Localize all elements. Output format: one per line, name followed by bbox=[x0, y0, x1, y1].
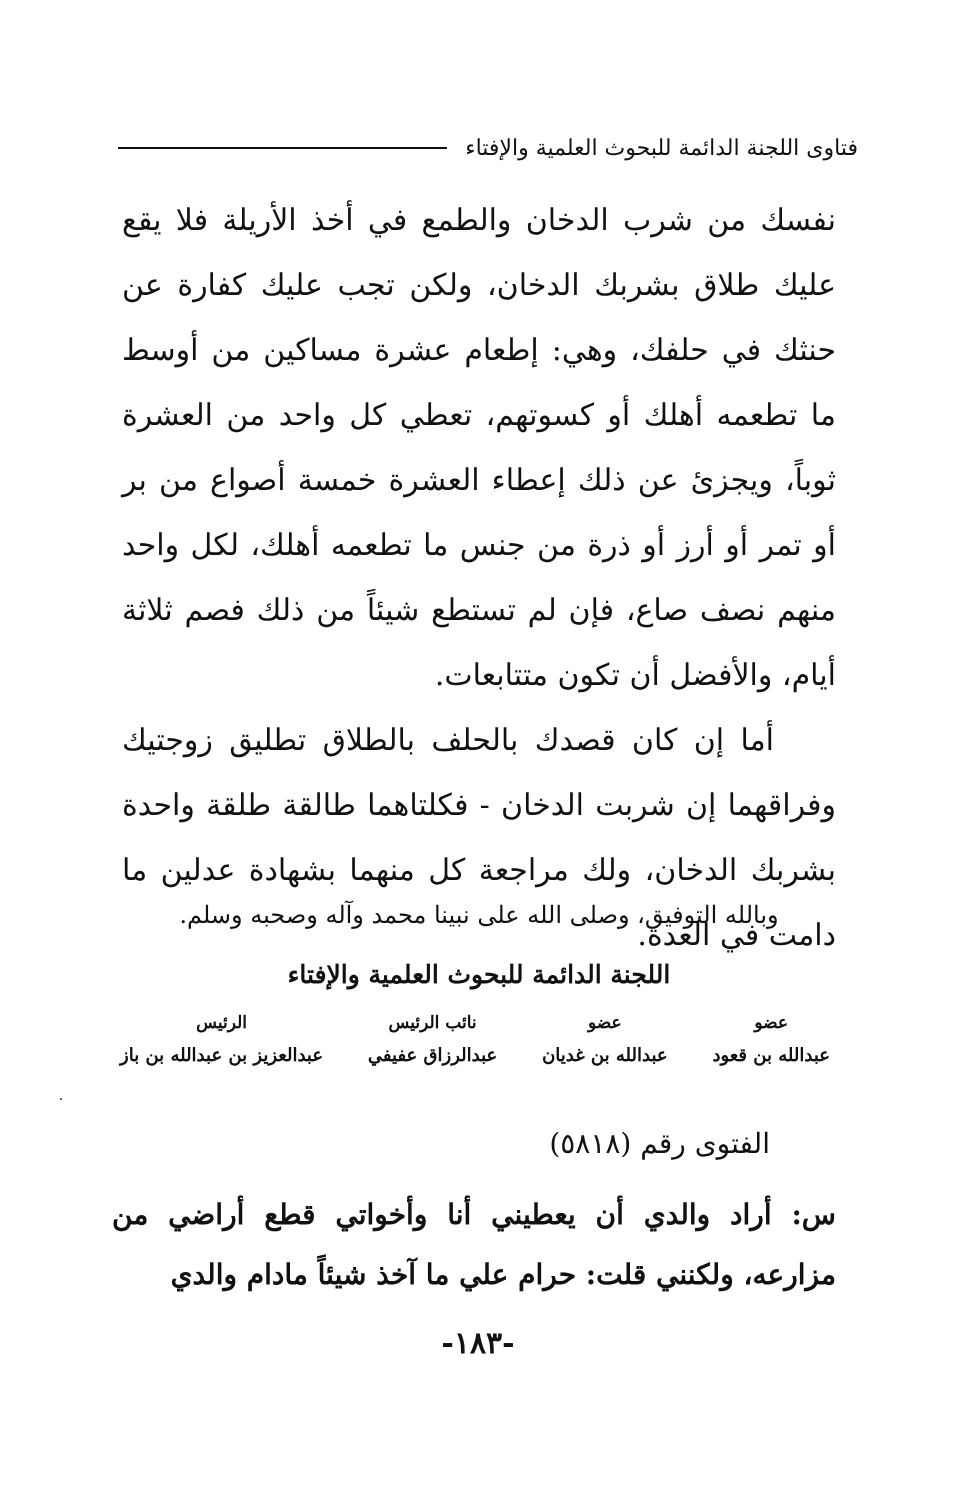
committee-title: اللجنة الدائمة للبحوث العلمية والإفتاء bbox=[287, 960, 671, 989]
fatwa-question: س: أراد والدي أن يعطيني أنا وأخواتي قطع أراضي من مزارعه، ولكنني قلت: حرام علي ما آخذ شيئاً مادام والدي bbox=[112, 1198, 836, 1291]
signatory-role: الرئيس bbox=[196, 1013, 247, 1033]
page-number: -١٨٣- bbox=[441, 1326, 515, 1361]
signatory bbox=[542, 1008, 668, 1074]
signatory-role: نائب الرئيس bbox=[388, 1013, 477, 1033]
signatory-role: عضو bbox=[754, 1013, 789, 1033]
header-title: فتاوى اللجنة الدائمة للبحوث العلمية والإفتاء bbox=[465, 135, 858, 161]
fatwa-answer-text bbox=[122, 188, 836, 968]
closing-formula: وبالله التوفيق، وصلى الله على نبينا محمد وآله وصحبه وسلم. bbox=[179, 901, 779, 929]
signatory-name: عبدالله بن غديان bbox=[542, 1045, 668, 1066]
signatory bbox=[120, 1008, 323, 1074]
signatory-name: عبدالعزيز بن عبدالله بن باز bbox=[120, 1045, 324, 1066]
answer-paragraph-1: نفسك من شرب الدخان والطمع في أخذ الأريلة فلا يقع عليك طلاق بشربك الدخان، ولكن تجب عليك كفارة عن حنثك في حلفك، وهي: إطعام عشرة مساكين من أوسط ما تطعمه أهلك أو كسوتهم، تعطي كل واحد من العشرة ثوباً، ويجزئ عن ذلك إعطاء العشرة خمسة أصواع من بر أو تمر أو أرز أو ذرة من جنس ما تطعمه أهلك، لكل واحد منهم نصف صاع، فإن لم تستطع شيئاً من ذلك فصم ثلاثة أيام، والأفضل أن تكون متتابعات. bbox=[122, 203, 836, 693]
margin-mark bbox=[60, 1098, 62, 1100]
signatory bbox=[712, 1008, 830, 1074]
signatory-role: عضو bbox=[588, 1013, 622, 1033]
signatory-name: عبدالله بن قعود bbox=[712, 1045, 830, 1066]
signatory bbox=[368, 1008, 497, 1074]
header-rule bbox=[118, 147, 447, 149]
signatory-name: عبدالرزاق عفيفي bbox=[367, 1045, 498, 1066]
answer-paragraph-2: أما إن كان قصدك بالحلف بالطلاق تطليق زوجتيك وفراقهما إن شربت الدخان - فكلتاهما طالقة طلقة واحدة بشربك الدخان، ولك مراجعة كل منهما بشهادة عدلين ما دامت في العدة. bbox=[122, 723, 836, 953]
fatwa-number: الفتوى رقم (٥٨١٨) bbox=[549, 1127, 770, 1160]
signatories-block bbox=[120, 1008, 830, 1074]
running-header bbox=[118, 128, 858, 168]
